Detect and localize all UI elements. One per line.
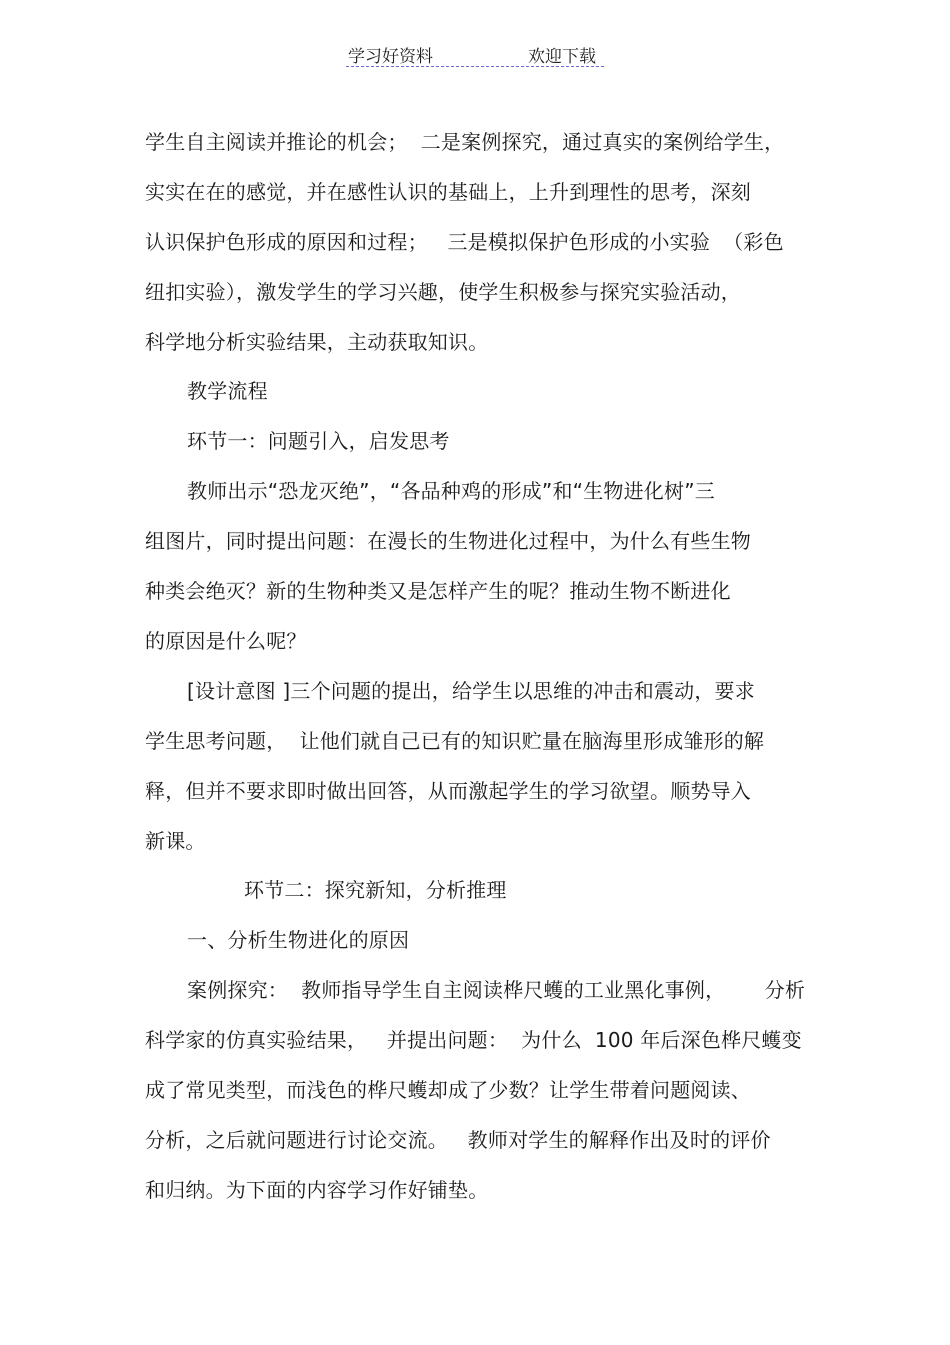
paragraph-line: 实实在在的感觉，并在感性认识的基础上，上升到理性的思考，深刻: [145, 180, 751, 204]
paragraph-line: 学生自主阅读并推论的机会； 二是案例探究，通过真实的案例给学生，: [145, 130, 785, 154]
paragraph-line: 成了常见类型，而浅色的桦尺蠖却成了少数？让学生带着问题阅读、: [145, 1078, 751, 1102]
paragraph-line: 科学地分析实验结果，主动获取知识。: [145, 330, 489, 354]
header-left-text: 学习好资料: [348, 47, 433, 67]
section-heading: 教学流程: [187, 379, 268, 403]
paragraph-line: 科学家的仿真实验结果， 并提出问题： 为什么 100 年后深色桦尺蠖变: [145, 1028, 802, 1052]
paragraph-line: 认识保护色形成的原因和过程； 三是模拟保护色形成的小实验 （彩色: [145, 230, 784, 254]
paragraph-line: 分析，之后就问题进行讨论交流。 教师对学生的解释作出及时的评价: [145, 1128, 771, 1152]
section-subheading: 环节二：探究新知，分析推理: [244, 878, 507, 902]
paragraph-line: 种类会绝灭？新的生物种类又是怎样产生的呢？推动生物不断进化: [145, 579, 731, 603]
paragraph-line: 教师出示“恐龙灭绝”，“各品种鸡的形成”和“生物进化树”三: [187, 479, 715, 503]
header-right-text: 欢迎下载: [528, 47, 596, 67]
paragraph-line: 学生思考问题， 让他们就自己已有的知识贮量在脑海里形成雏形的解: [145, 729, 765, 753]
paragraph-line: 纽扣实验），激发学生的学习兴趣，使学生积极参与探究实验活动，: [145, 280, 741, 304]
paragraph-line: 新课。: [145, 829, 206, 853]
paragraph-line: 案例探究： 教师指导学生自主阅读桦尺蠖的工业黑化事例， 分析: [187, 978, 806, 1002]
paragraph-line: 和归纳。为下面的内容学习作好铺垫。: [145, 1178, 489, 1202]
page-header: [346, 40, 604, 67]
section-subheading: 环节一：问题引入，启发思考: [187, 429, 450, 453]
section-subheading: 一、分析生物进化的原因: [187, 928, 410, 952]
paragraph-line: [设计意图 ]三个问题的提出，给学生以思维的冲击和震动，要求: [187, 679, 755, 703]
paragraph-line: 释，但并不要求即时做出回答，从而激起学生的学习欲望。顺势导入: [145, 779, 751, 803]
paragraph-line: 组图片，同时提出问题：在漫长的生物进化过程中，为什么有些生物: [145, 529, 751, 553]
paragraph-line: 的原因是什么呢？: [145, 629, 307, 653]
